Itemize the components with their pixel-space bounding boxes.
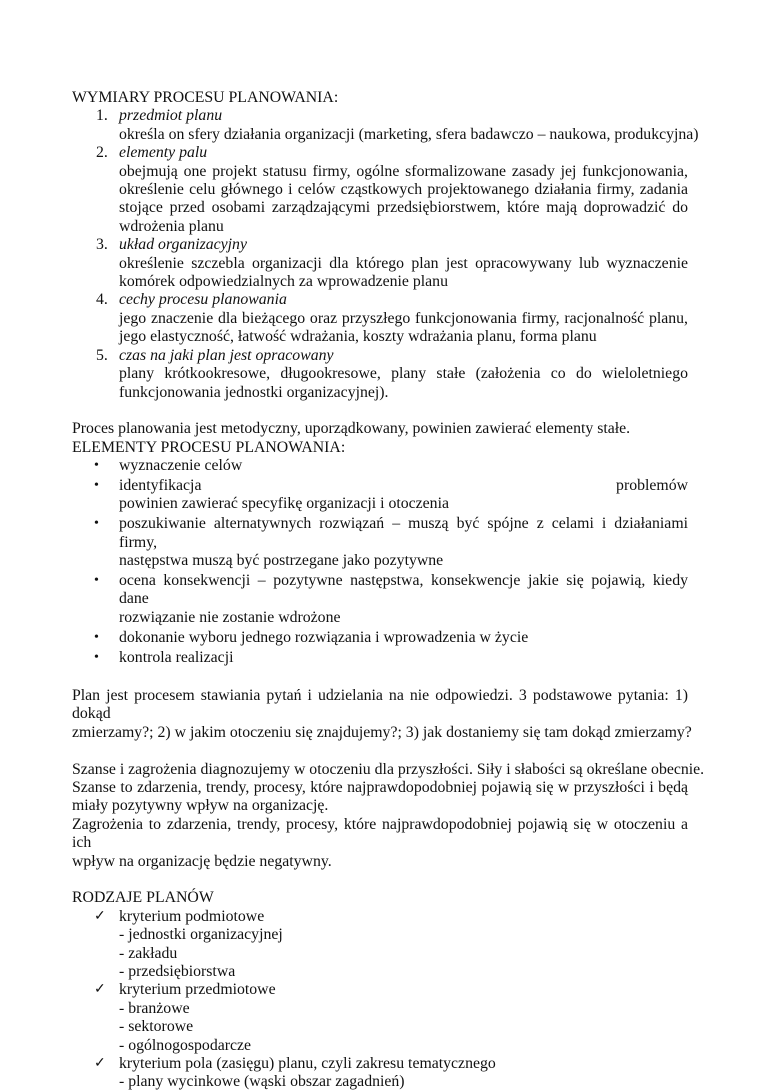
text-line: Szanse i zagrożenia diagnozujemy w otoczeniu dla przyszłości. Siły i słabości są określane obecnie. bbox=[72, 760, 705, 778]
text-line: rozwiązanie nie zostanie wdrożone bbox=[119, 608, 341, 626]
bullet-list bbox=[72, 457, 688, 667]
text-line: stojące przed osobami zarządzającymi przedsiębiorstwem, które mają doprowadzić do bbox=[119, 199, 688, 217]
text-line: komórek odpowiedzialnych za wprowadzenie planu bbox=[119, 273, 448, 291]
text-line: powinien zawierać specyfikę organizacji i otoczenia bbox=[119, 495, 449, 513]
item-title: czas na jaki plan jest opracowany bbox=[119, 346, 334, 364]
text-line: dokonanie wyboru jednego rozwiązania i wprowadzenia w życie bbox=[119, 628, 529, 646]
list-item bbox=[72, 981, 688, 1055]
list-item bbox=[72, 144, 688, 236]
sub-item: - sektorowe bbox=[119, 1018, 194, 1036]
bullet-icon: • bbox=[94, 649, 99, 665]
text-line: Szanse to zdarzenia, trendy, procesy, które najprawdopodobniej pojawią się w przyszłości i będą bbox=[72, 778, 688, 796]
text-line: jego elastyczność, łatwość wdrażania, koszty wdrażania planu, forma planu bbox=[119, 328, 597, 346]
text-line: następstwa muszą być postrzegane jako pozytywne bbox=[119, 552, 444, 570]
bullet-icon: • bbox=[94, 516, 99, 532]
text-line: poszukiwanie alternatywnych rozwiązań – muszą być spójne z celami i działaniami firmy, bbox=[119, 515, 688, 551]
bullet-icon: • bbox=[94, 629, 99, 645]
section-heading: RODZAJE PLANÓW bbox=[72, 889, 214, 907]
list-item bbox=[72, 347, 688, 402]
text-line: kontrola realizacji bbox=[119, 648, 234, 666]
list-number: 3. bbox=[96, 236, 108, 254]
text-line: określenie celu głównego i celów cząstkowych projektowanego działania firmy, zadania bbox=[119, 181, 688, 199]
document-page bbox=[72, 89, 705, 1092]
bullet-icon: • bbox=[94, 478, 99, 494]
list-item bbox=[72, 107, 699, 144]
sub-item: - plany wycinkowe (wąski obszar zagadnień) bbox=[119, 1073, 405, 1091]
text-line: zmierzamy?; 2) w jakim otoczeniu się znajdujemy?; 3) jak dostaniemy się tam dokąd zmierzamy? bbox=[72, 723, 692, 741]
list-item bbox=[72, 457, 688, 475]
checkmark-icon: ✓ bbox=[94, 908, 106, 924]
numbered-list bbox=[72, 107, 699, 402]
text-line: jego znaczenie dla bieżącego oraz przyszłego funkcjonowania firmy, racjonalność planu, bbox=[119, 309, 688, 327]
item-title: przedmiot planu bbox=[119, 107, 223, 125]
list-number: 2. bbox=[96, 144, 108, 162]
list-item bbox=[72, 649, 688, 667]
text-line: obejmują one projekt statusu firmy, ogólne sformalizowane zasady jej funkcjonowania, bbox=[119, 162, 688, 180]
list-number: 4. bbox=[96, 291, 108, 309]
paragraph: Proces planowania jest metodyczny, uporządkowany, powinien zawierać elementy stałe. bbox=[72, 420, 631, 438]
sub-item: - jednostki organizacyjnej bbox=[119, 926, 283, 944]
text-line: wdrożenia planu bbox=[119, 217, 224, 235]
item-title: kryterium przedmiotowe bbox=[119, 981, 276, 999]
text-line: wpływ na organizację będzie negatywny. bbox=[72, 852, 332, 870]
list-item bbox=[72, 572, 688, 627]
checklist bbox=[72, 908, 688, 1092]
list-number: 5. bbox=[96, 346, 108, 364]
item-title: kryterium pola (zasięgu) planu, czyli zakresu tematycznego bbox=[119, 1055, 496, 1073]
item-title: układ organizacyjny bbox=[119, 236, 247, 254]
text-line: określenie szczebla organizacji dla którego plan jest opracowywany lub wyznaczenie bbox=[119, 254, 688, 272]
bullet-icon: • bbox=[94, 458, 99, 474]
list-number: 1. bbox=[96, 107, 108, 125]
section-heading: WYMIARY PROCESU PLANOWANIA: bbox=[72, 89, 339, 106]
paragraph-swot bbox=[72, 760, 705, 871]
text-line: wyznaczenie celów bbox=[119, 457, 243, 475]
text-line: miały pozytywny wpływ na organizację. bbox=[72, 797, 329, 815]
text-line: funkcjonowania jednostki organizacyjnej). bbox=[119, 383, 389, 401]
sub-item: - ogólnogospodarcze bbox=[119, 1036, 252, 1054]
text-line: Plan jest procesem stawiania pytań i udzielania na nie odpowiedzi. 3 podstawowe pytania: 1) dokąd bbox=[72, 686, 688, 723]
text-line: plany krótkookresowe, długookresowe, plany stałe (założenia co do wieloletniego bbox=[119, 365, 688, 383]
item-title: kryterium podmiotowe bbox=[119, 907, 265, 925]
checkmark-icon: ✓ bbox=[94, 1056, 106, 1072]
checkmark-icon: ✓ bbox=[94, 982, 106, 998]
list-item bbox=[72, 477, 688, 514]
text-line: ocena konsekwencji – pozytywne następstwa, konsekwencje jakie się pojawią, kiedy dane bbox=[119, 572, 688, 608]
list-item bbox=[72, 291, 688, 346]
list-item bbox=[72, 908, 688, 982]
text-line: identyfikacja problemów bbox=[119, 477, 688, 495]
item-title: cechy procesu planowania bbox=[119, 291, 287, 309]
sub-item: - zakładu bbox=[119, 944, 178, 962]
paragraph-questions bbox=[72, 686, 692, 742]
text-line: Zagrożenia to zdarzenia, trendy, procesy, które najprawdopodobniej pojawią się w otoczeniu a ich bbox=[72, 815, 688, 852]
sub-item: - branżowe bbox=[119, 999, 190, 1017]
sub-item: - przedsiębiorstwa bbox=[119, 963, 236, 981]
list-item bbox=[72, 515, 688, 570]
item-title: elementy palu bbox=[119, 144, 208, 162]
text-line: określa on sfery działania organizacji (marketing, sfera badawczo – naukowa, produkcyjna) bbox=[119, 125, 699, 143]
bullet-icon: • bbox=[94, 573, 99, 589]
section-heading: ELEMENTY PROCESU PLANOWANIA: bbox=[72, 438, 346, 456]
list-item bbox=[72, 236, 688, 291]
list-item bbox=[72, 1055, 688, 1092]
list-item bbox=[72, 629, 688, 647]
